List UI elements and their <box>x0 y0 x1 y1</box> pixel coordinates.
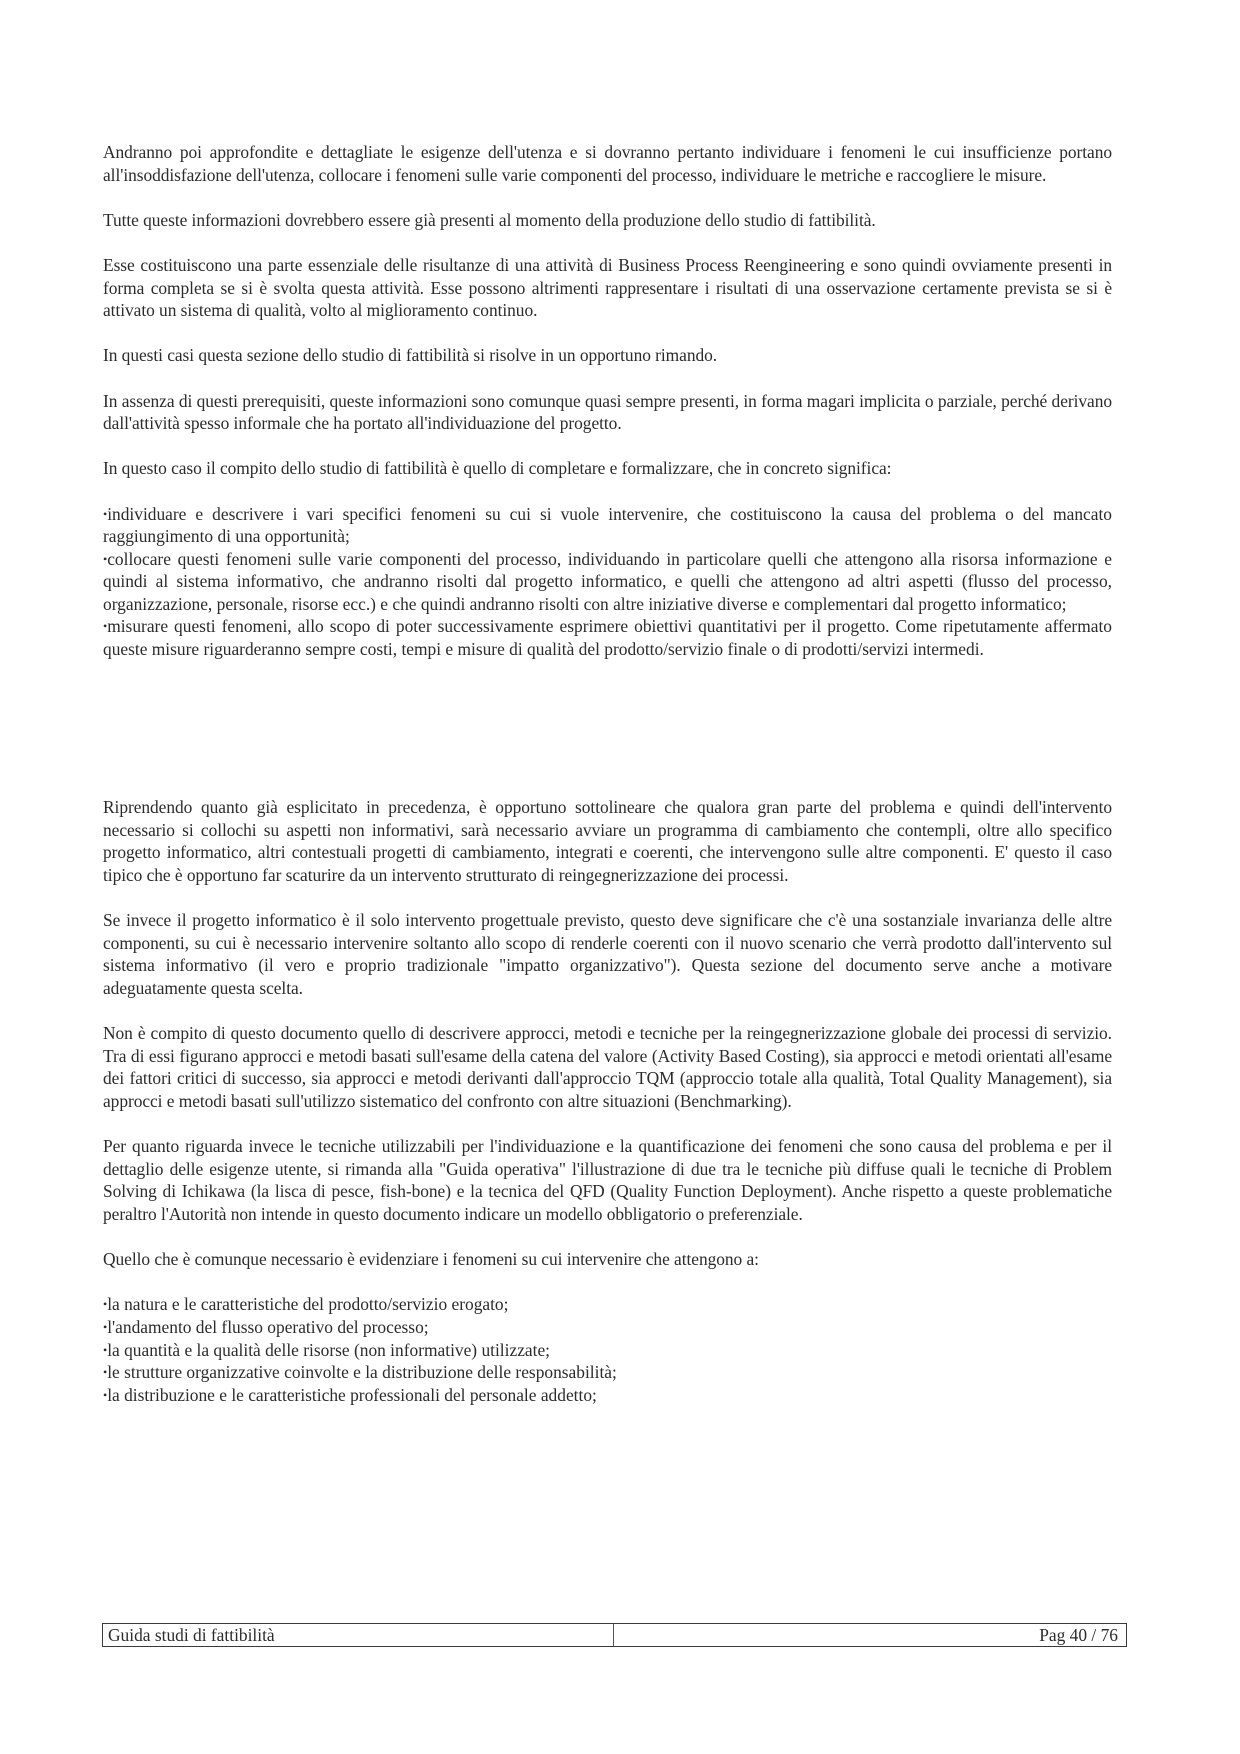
bullet-icon: • <box>103 1319 108 1334</box>
paragraph-prerequisiti: In assenza di questi prerequisiti, queste informazioni sono comunque quasi sempre presenti, in forma magari implicita o parziale, perché derivano dall'attività spesso informale che ha portato all'individuazione del progetto. <box>103 390 1112 434</box>
blank-space <box>103 683 1112 796</box>
list-item: •le strutture organizzative coinvolte e la distribuzione delle responsabilità; <box>103 1362 617 1383</box>
paragraph-rimando: In questi casi questa sezione dello studio di fattibilità si risolve in un opportuno rimando. <box>103 345 718 366</box>
footer-page-number: Pag 40 / 76 <box>1039 1625 1118 1645</box>
bullet-icon: • <box>103 619 108 634</box>
bullet-icon: • <box>103 1387 108 1402</box>
paragraph-tecniche: Per quanto riguarda invece le tecniche utilizzabili per l'individuazione e la quantificazione dei fenomeni che sono causa del problema e per il dettaglio delle esigenze utente, si rimanda alla "Guida operativa" l'illustrazione di due tra le tecniche più diffuse quali le tecniche di Problem Solving di Ichikawa (la lisca di pesce, fish-bone) e la tecnica del QFD (Quality Function Deployment). Anche rispetto a queste problematiche peraltro l'Autorità non intende in questo documento indicare un modello obbligatorio o preferenziale. <box>103 1136 1112 1224</box>
list-item: •l'andamento del flusso operativo del processo; <box>103 1316 429 1337</box>
paragraph-bpr: Esse costituiscono una parte essenziale delle risultanze di una attività di Business Process Reengineering e sono quindi ovviamente presenti in forma completa se si è svolta questa attività. Esse possono altrimenti rappresentare i risultati di una osservazione certamente prevista se si è attivato un sistema di qualità, volto al miglioramento continuo. <box>103 254 1112 321</box>
list-item: •individuare e descrivere i vari specifici fenomeni su cui si vuole intervenire, che costituiscono la causa del problema o del mancato raggiungimento di una opportunità; <box>103 503 1112 547</box>
page-footer <box>102 1623 1127 1647</box>
bullet-icon: • <box>103 1297 108 1312</box>
bullet-icon: • <box>103 1365 108 1380</box>
bullet-icon: • <box>103 506 108 521</box>
bullet-list-compiti <box>103 503 1112 661</box>
paragraph-info-present: Tutte queste informazioni dovrebbero essere già presenti al momento della produzione dello studio di fattibilità. <box>103 209 876 230</box>
bullet-icon: • <box>103 551 108 566</box>
paragraph-user-needs: Andranno poi approfondite e dettagliate le esigenze dell'utenza e si dovranno pertanto individuare i fenomeni le cui insufficienze portano all'insoddisfazione dell'utenza, collocare i fenomeni sulle varie componenti del processo, individuare le metriche e raccogliere le misure. <box>103 142 1112 185</box>
list-item: •la quantità e la qualità delle risorse (non informative) utilizzate; <box>103 1339 551 1360</box>
bullet-icon: • <box>103 1342 108 1357</box>
list-item: •misurare questi fenomeni, allo scopo di poter successivamente esprimere obiettivi quantitativi per il progetto. Come ripetutamente affermato queste misure riguarderanno sempre costi, tempi e misure di qualità del prodotto/servizio finale o di prodotti/servizi intermedi. <box>103 616 1112 660</box>
list-item: •collocare questi fenomeni sulle varie componenti del processo, individuando in particolare quelli che attengono alla risorsa informazione e quindi al sistema informativo, che andranno risolti dal progetto informatico, e quelli che attengono ad altri aspetti (flusso del processo, organizzazione, personale, risorse ecc.) e che quindi andranno risolti con altre iniziative diverse e complementari dal progetto informatico; <box>103 548 1112 614</box>
list-item: •la distribuzione e le caratteristiche professionali del personale addetto; <box>103 1384 597 1405</box>
paragraph-riprendendo: Riprendendo quanto già esplicitato in precedenza, è opportuno sottolineare che qualora gran parte del problema e quindi dell'intervento necessario si collochi su aspetti non informativi, sarà necessario avviare un programma di cambiamento che contempli, oltre allo specifico progetto informatico, altri contestuali progetti di cambiamento, integrati e coerenti, che intervengono sulle altre componenti. E' questo il caso tipico che è opportuno far scaturire da un intervento strutturato di reingegnerizzazione dei processi. <box>103 797 1112 886</box>
paragraph-se-invece: Se invece il progetto informatico è il solo intervento progettuale previsto, questo deve significare che c'è una sostanziale invarianza delle altre componenti, su cui è necessario intervenire soltanto allo scopo di renderle coerenti con il nuovo scenario che verrà prodotto dall'intervento sul sistema informativo (il vero e proprio tradizionale "impatto organizzativo"). Questa sezione del documento serve anche a motivare adeguatamente questa scelta. <box>103 910 1112 998</box>
list-item: •la natura e le caratteristiche del prodotto/servizio erogato; <box>103 1294 509 1315</box>
footer-document-title: Guida studi di fattibilità <box>103 1624 614 1646</box>
paragraph-non-compito: Non è compito di questo documento quello di descrivere approcci, metodi e tecniche per la reingegnerizzazione globale dei processi di servizio. Tra di essi figurano approcci e metodi basati sull'esame della catena del valore (Activity Based Costing), sia approcci e metodi orientati all'esame dei fattori critici di successo, sia approcci e metodi derivanti dall'approccio TQM (approccio totale alla qualità, Total Quality Management), sia approcci e metodi basati sull'utilizzo sistematico del confronto con altre situazioni (Benchmarking). <box>103 1023 1112 1111</box>
bullet-list-fenomeni <box>103 1293 1112 1406</box>
paragraph-evidenziare: Quello che è comunque necessario è evidenziare i fenomeni su cui intervenire che attengono a: <box>103 1249 759 1270</box>
paragraph-compito: In questo caso il compito dello studio di fattibilità è quello di completare e formalizzare, che in concreto significa: <box>103 458 892 479</box>
document-page <box>103 141 1112 1429</box>
